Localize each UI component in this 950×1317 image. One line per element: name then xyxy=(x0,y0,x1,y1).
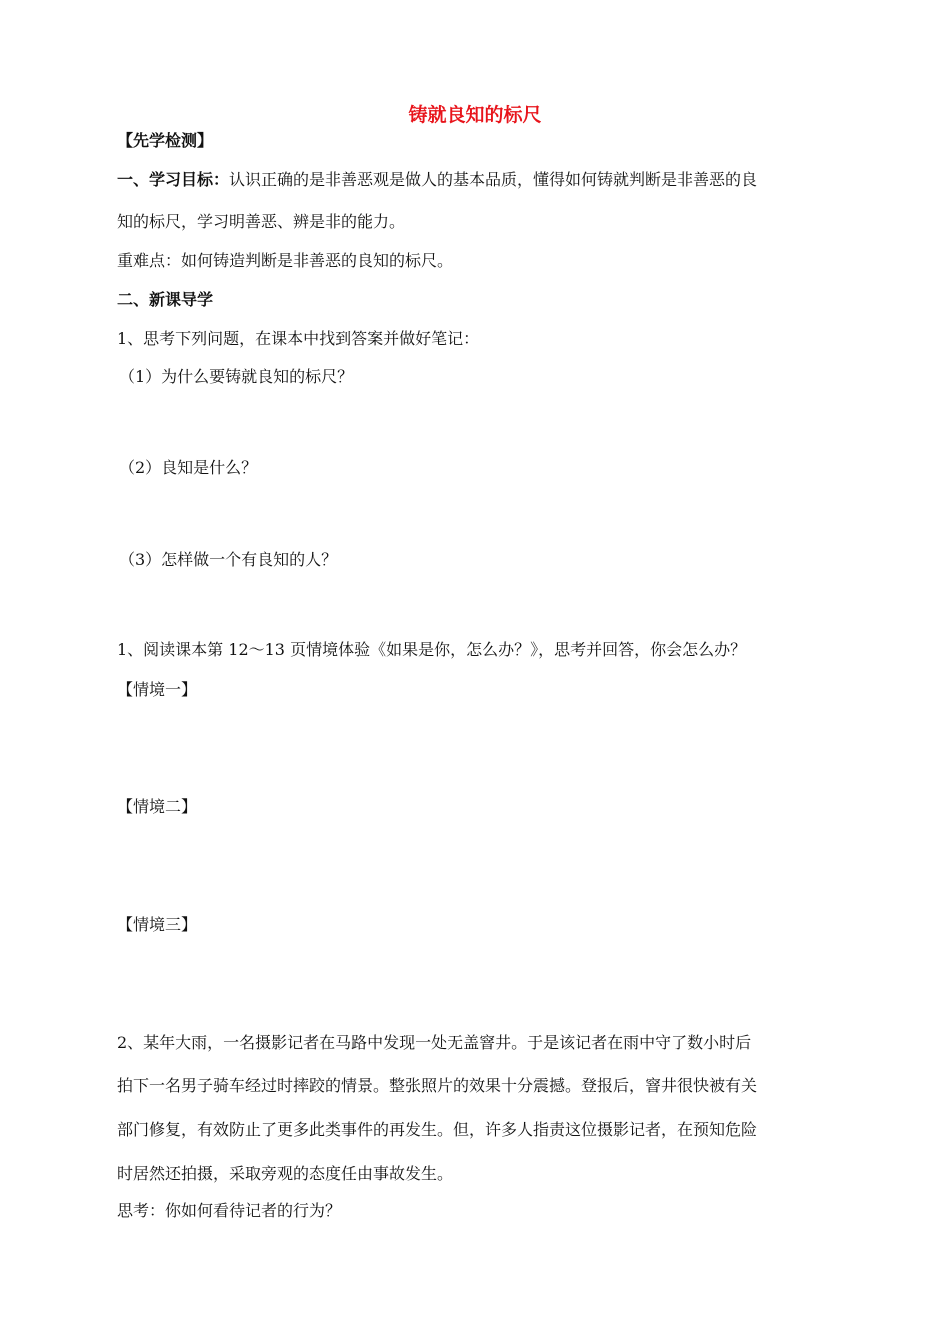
task3-line-2: 拍下一名男子骑车经过时摔跤的情景。整张照片的效果十分震撼。登报后，窨井很快被有关 xyxy=(117,1076,758,1095)
goals-label: 一、学习目标： xyxy=(117,170,230,189)
section-new-lesson: 二、新课导学 xyxy=(117,290,214,309)
key-points: 重难点：如何铸造判断是非善恶的良知的标尺。 xyxy=(117,251,454,270)
task3-line-3: 部门修复，有效防止了更多此类事件的再发生。但，许多人指责这位摄影记者，在预知危险 xyxy=(117,1120,758,1139)
task1-question-1: （1）为什么要铸就良知的标尺？ xyxy=(119,367,354,386)
page-title: 铸就良知的标尺 xyxy=(408,104,542,126)
task1-question-2: （2）良知是什么？ xyxy=(119,458,258,477)
scene-1: 【情境一】 xyxy=(117,680,198,699)
task3-line-1: 2、某年大雨，一名摄影记者在马路中发现一处无盖窨井。于是该记者在雨中守了数小时后 xyxy=(117,1033,752,1052)
task1-question-3: （3）怎样做一个有良知的人？ xyxy=(119,550,338,569)
section-pre-check: 【先学检测】 xyxy=(117,131,214,150)
scene-2: 【情境二】 xyxy=(117,797,198,816)
task3-question: 思考：你如何看待记者的行为？ xyxy=(117,1201,342,1220)
goals-text-1: 认识正确的是非善恶观是做人的基本品质，懂得如何铸就判断是非善恶的良 xyxy=(229,170,758,189)
goals-line-2: 知的标尺，学习明善恶、辨是非的能力。 xyxy=(117,212,406,231)
goals-line-1 xyxy=(117,170,757,190)
scene-3: 【情境三】 xyxy=(117,915,198,934)
task3-line-4: 时居然还拍摄，采取旁观的态度任由事故发生。 xyxy=(117,1164,454,1183)
task1-intro: 1、思考下列问题，在课本中找到答案并做好笔记： xyxy=(117,329,480,348)
task2-intro: 1、阅读课本第 12～13 页情境体验《如果是你，怎么办？》，思考并回答，你会怎么办？ xyxy=(117,640,747,659)
